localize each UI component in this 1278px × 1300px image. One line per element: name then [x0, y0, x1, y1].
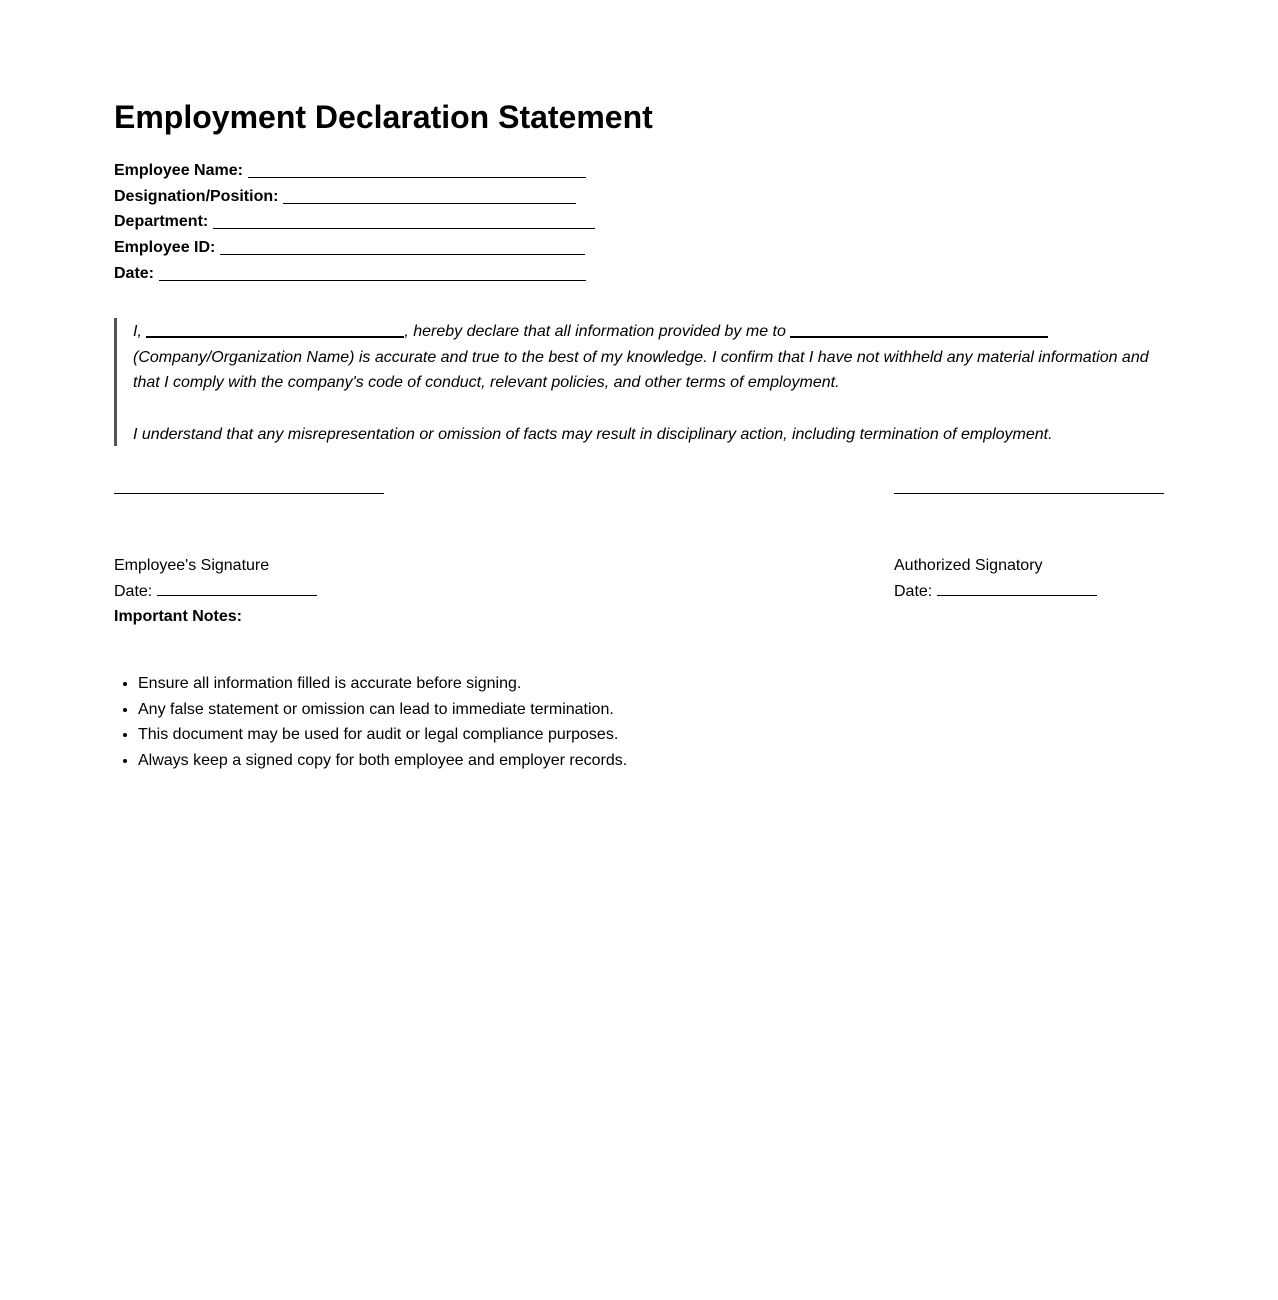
- list-item: • Any false statement or omission can lead to immediate termination.: [138, 697, 627, 723]
- field-label: Designation/Position:: [114, 187, 279, 205]
- authorized-signature-block: [894, 493, 1164, 604]
- department-blank[interactable]: [213, 211, 595, 229]
- authorized-signature-line[interactable]: [894, 493, 1164, 494]
- field-date: [114, 263, 595, 289]
- employee-id-blank[interactable]: [220, 237, 585, 255]
- field-employee-id: [114, 237, 595, 263]
- employee-signature-block: [114, 493, 384, 604]
- field-label: Employee Name:: [114, 162, 243, 179]
- employee-name-blank[interactable]: [248, 160, 586, 178]
- employee-signature-line[interactable]: [114, 493, 384, 494]
- declaration-rest: (Company/Organization Name) is accurate and true to the best of my knowledge. I confirm that I have not withheld any material information and that I comply with the company's code of conduct, relevant policies, and other terms of employment.: [133, 348, 1149, 392]
- company-name-blank[interactable]: [790, 318, 1048, 338]
- employee-signature-date: [114, 579, 384, 605]
- authorized-date-blank[interactable]: [937, 579, 1097, 596]
- employee-date-blank[interactable]: [157, 579, 317, 596]
- declaration-block: [114, 318, 1169, 446]
- date-label: Date:: [894, 582, 933, 600]
- declaration-paragraph: [133, 318, 1169, 396]
- field-department: [114, 211, 595, 237]
- declarant-name-blank[interactable]: [146, 318, 404, 338]
- field-label: Department:: [114, 213, 209, 231]
- list-item: • Ensure all information filled is accurate before signing.: [138, 671, 627, 697]
- employee-fields: [114, 160, 595, 288]
- field-label: Date:: [114, 264, 155, 282]
- employee-signature-label: Employee's Signature: [114, 557, 270, 574]
- authorized-signature-date: [894, 579, 1164, 605]
- authorized-signature-label: Authorized Signatory: [894, 557, 1043, 574]
- declaration-paragraph-2: I understand that any misrepresentation or omission of facts may result in disciplinary action, including termination of employment.: [133, 426, 1053, 444]
- notes-list: [114, 671, 627, 774]
- declaration-middle: , hereby declare that all information provided by me to: [404, 323, 786, 340]
- date-blank[interactable]: [159, 263, 586, 281]
- list-item: • Always keep a signed copy for both employee and employer records.: [138, 748, 627, 774]
- field-designation: [114, 186, 595, 212]
- document-title: Employment Declaration Statement: [114, 99, 653, 135]
- date-label: Date:: [114, 582, 153, 600]
- declaration-prefix: I,: [133, 323, 142, 340]
- field-label: Employee ID:: [114, 239, 216, 257]
- notes-title: Important Notes:: [114, 608, 242, 625]
- list-item: • This document may be used for audit or legal compliance purposes.: [138, 722, 627, 748]
- designation-blank[interactable]: [283, 186, 576, 204]
- field-employee-name: [114, 160, 595, 186]
